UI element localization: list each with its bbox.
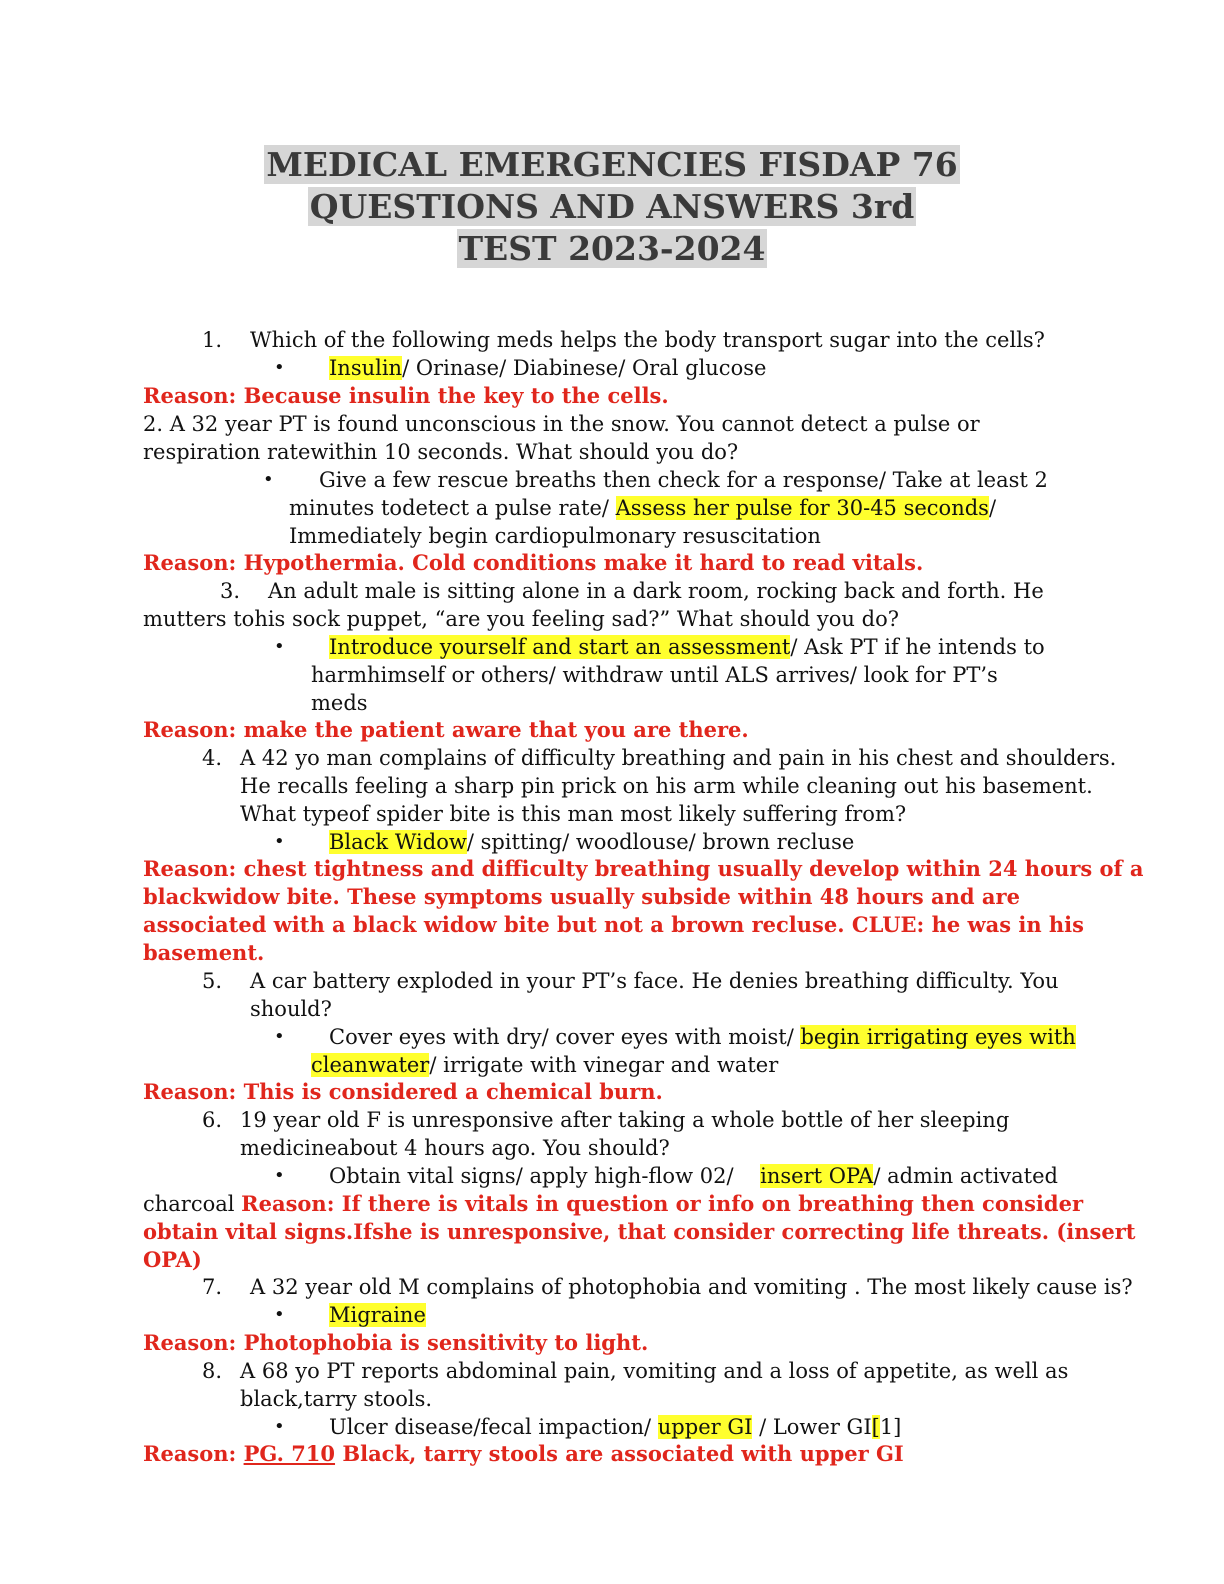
answer-reason: obtain vital signs.Ifshe is unresponsive, that consider correcting life threats. (insert: [143, 1219, 1136, 1244]
answer-reason: Reason: PG. 710 Black, tarry stools are associated with upper GI: [143, 1441, 904, 1466]
correct-answer: insert OPA: [760, 1164, 874, 1188]
answer-options: minutes todetect a pulse rate/ Assess her pulse for 30-45 seconds/: [289, 496, 997, 520]
question-text: A car battery exploded in your PT’s face. He denies breathing difficulty. You: [250, 969, 1059, 993]
question-text: He recalls feeling a sharp pin prick on his arm while cleaning out his basement.: [240, 774, 1093, 798]
answer-options: Insulin/ Orinase/ Diabinese/ Oral glucose: [329, 356, 767, 380]
question-text: A 42 yo man complains of difficulty breathing and pain in his chest and shoulders.: [240, 746, 1117, 770]
answer-options: harmhimself or others/ withdraw until ALS arrives/ look for PT’s: [311, 663, 998, 687]
correct-answer: Black Widow: [329, 830, 467, 854]
answer-reason: blackwidow bite. These symptoms usually subside within 48 hours and are: [143, 884, 1020, 909]
question-number: 4.: [202, 746, 223, 770]
document-title-line-1: MEDICAL EMERGENCIES FISDAP 76: [266, 145, 958, 184]
question-text: A 32 year old M complains of photophobia and vomiting . The most likely cause is?: [250, 1275, 1133, 1299]
answer-reason: Reason: chest tightness and difficulty breathing usually develop within 24 hours of a: [143, 856, 1144, 881]
question-text: Which of the following meds helps the body transport sugar into the cells?: [250, 328, 1045, 352]
bullet: •: [274, 831, 285, 852]
bullet: •: [263, 469, 274, 490]
answer-reason: Reason: Hypothermia. Cold conditions make it hard to read vitals.: [143, 550, 924, 575]
answer-options: Give a few rescue breaths then check for a response/ Take at least 2: [319, 468, 1048, 492]
correct-answer: Migraine: [329, 1303, 426, 1327]
bullet: •: [274, 357, 285, 378]
answer-options: meds: [311, 691, 368, 715]
question-text: should?: [250, 997, 332, 1021]
bullet: •: [274, 636, 285, 657]
correct-answer: Assess her pulse for 30-45 seconds: [615, 496, 989, 520]
page-reference: PG. 710: [243, 1441, 336, 1466]
question-text: respiration ratewithin 10 seconds. What should you do?: [143, 440, 739, 464]
answer-reason: Reason: If there is vitals in question or info on breathing then consider: [241, 1191, 1084, 1216]
answer-options: Immediately begin cardiopulmonary resuscitation: [289, 524, 821, 548]
answer-reason: basement.: [143, 940, 265, 965]
question-number: 5.: [202, 969, 223, 993]
question-text: 19 year old F is unresponsive after taking a whole bottle of her sleeping: [240, 1108, 1010, 1132]
question-number: 3.: [220, 579, 241, 603]
answer-options: cleanwater/ irrigate with vinegar and water: [311, 1053, 779, 1077]
answer-reason: associated with a black widow bite but not a brown recluse. CLUE: he was in his: [143, 912, 1084, 937]
answer-options: Introduce yourself and start an assessment/ Ask PT if he intends to: [329, 635, 1045, 659]
answer-options-continued: charcoal Reason: If there is vitals in question or info on breathing then consider: [143, 1191, 1084, 1216]
question-text: 2. A 32 year PT is found unconscious in the snow. You cannot detect a pulse or: [143, 412, 980, 436]
answer-reason: Reason: make the patient aware that you are there.: [143, 717, 749, 742]
answer-options: Ulcer disease/fecal impaction/ upper GI / Lower GI[1]: [329, 1415, 902, 1439]
question-text: A 68 yo PT reports abdominal pain, vomiting and a loss of appetite, as well as: [240, 1359, 1069, 1383]
question-text: black,tarry stools.: [240, 1387, 433, 1411]
correct-answer-continued: cleanwater: [311, 1053, 430, 1077]
comment-reference-link[interactable]: 1]: [879, 1415, 902, 1439]
question-number: 7.: [202, 1275, 223, 1299]
document-title-line-3: TEST 2023-2024: [458, 229, 766, 268]
answer-options: Obtain vital signs/ apply high-flow 02/ insert OPA/ admin activated: [329, 1164, 1058, 1188]
question-text: medicineabout 4 hours ago. You should?: [240, 1136, 670, 1160]
answer-reason: OPA): [143, 1247, 202, 1272]
bullet: •: [274, 1165, 285, 1186]
correct-answer: upper GI: [657, 1415, 753, 1439]
answer-options: Black Widow/ spitting/ woodlouse/ brown recluse: [329, 830, 855, 854]
answer-options: [329, 1301, 426, 1329]
answer-reason: Reason: Photophobia is sensitivity to light.: [143, 1330, 649, 1355]
answer-options: Cover eyes with dry/ cover eyes with moist/ begin irrigating eyes with: [329, 1025, 1076, 1049]
answer-reason: Reason: This is considered a chemical burn.: [143, 1079, 663, 1104]
bullet: •: [274, 1416, 285, 1437]
document-title-line-2: QUESTIONS AND ANSWERS 3rd: [309, 187, 915, 226]
question-text: mutters tohis sock puppet, “are you feeling sad?” What should you do?: [143, 607, 899, 631]
question-text: An adult male is sitting alone in a dark room, rocking back and forth. He: [268, 579, 1044, 603]
bullet: •: [274, 1304, 285, 1325]
question-text: What typeof spider bite is this man most likely suffering from?: [240, 802, 907, 826]
correct-answer: begin irrigating eyes with: [800, 1025, 1076, 1049]
question-number: 6.: [202, 1108, 223, 1132]
answer-reason: Reason: Because insulin the key to the cells.: [143, 383, 669, 408]
correct-answer: Insulin: [329, 356, 403, 380]
question-number: 8.: [202, 1359, 223, 1383]
correct-answer: Introduce yourself and start an assessment: [329, 635, 791, 659]
question-number: 1.: [202, 328, 223, 352]
bullet: •: [274, 1026, 285, 1047]
